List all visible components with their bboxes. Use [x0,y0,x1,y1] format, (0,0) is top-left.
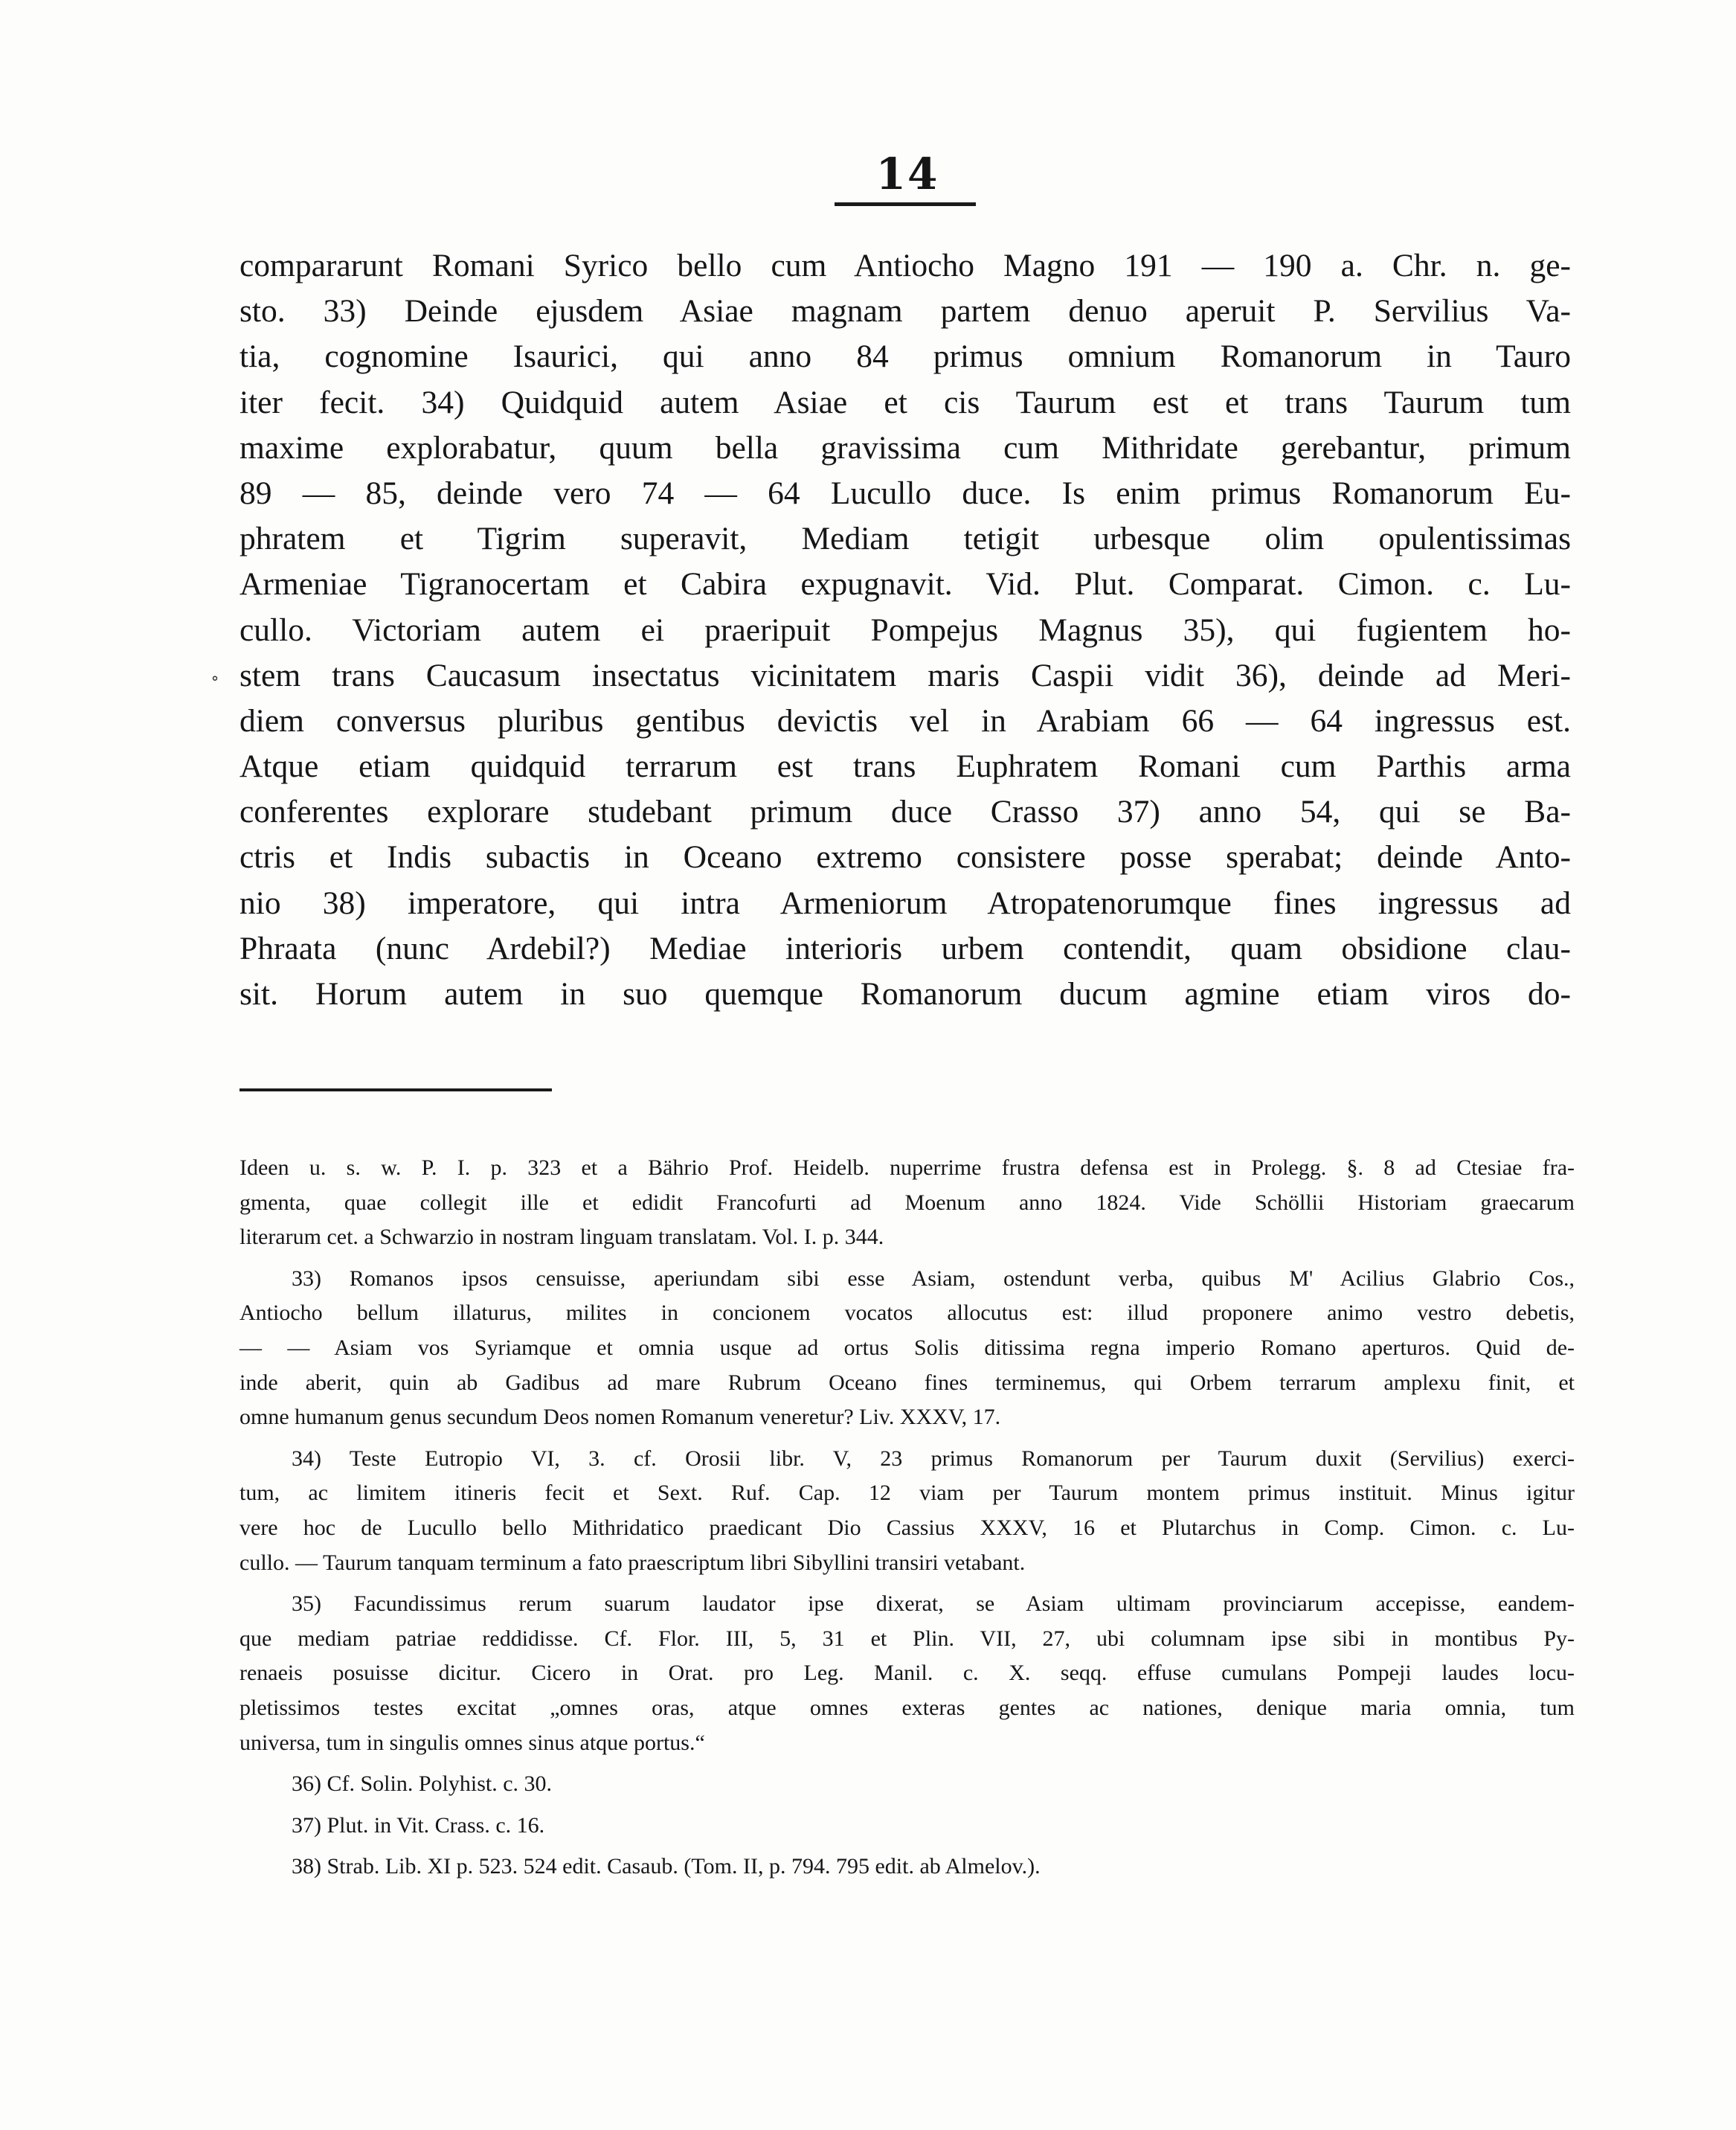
main-text-line: sit. Horum autem in suo quemque Romanorum ducum agmine etiam viros do- [239,976,1571,1012]
footnotes [239,1151,1575,1891]
footnote-line: tum, ac limitem itineris fecit et Sext. Ruf. Cap. 12 viam per Taurum montem primus instituit. Minus igitur [239,1481,1575,1506]
footnote-34 [239,1442,1575,1580]
main-text-line: stem trans Caucasum insectatus vicinitatem maris Caspii vidit 36), deinde ad Meri- [239,657,1571,693]
main-text-line: ctris et Indis subactis in Oceano extremo consistere posse sperabat; deinde Anto- [239,839,1571,876]
footnote-33 [239,1262,1575,1435]
main-text-line: Armeniae Tigranocertam et Cabira expugnavit. Vid. Plut. Comparat. Cimon. c. Lu- [239,566,1571,603]
footnote-line: inde aberit, quin ab Gadibus ad mare Rubrum Oceano fines terminemus, qui Orbem terrarum amplexu finit, et [239,1370,1575,1395]
footnote-line: vere hoc de Lucullo bello Mithridatico praedicant Dio Cassius XXXV, 16 et Plutarchus in Comp. Cimon. c. Lu- [239,1515,1575,1540]
footnote-line: Ideen u. s. w. P. I. p. 323 et a Bährio Prof. Heidelb. nuperrime frustra defensa est in Prolegg. §. 8 ad Ctesiae fra- [239,1155,1575,1180]
main-text-line: sto. 33) Deinde ejusdem Asiae magnam partem denuo aperuit P. Servilius Va- [239,293,1571,330]
main-text-line: diem conversus pluribus gentibus devictis vel in Arabiam 66 — 64 ingressus est. [239,702,1571,739]
footnote-line: universa, tum in singulis omnes sinus atque portus.“ [239,1730,705,1755]
footnote-37 [239,1809,1575,1844]
footnote-line: pletissimos testes excitat „omnes oras, atque omnes exteras gentes ac nationes, denique maria omnia, tum [239,1695,1575,1720]
footnote-36 [239,1767,1575,1802]
main-text-line: maxime explorabatur, quum bella gravissima cum Mithridate gerebantur, primum [239,429,1571,466]
main-text-line: tia, cognomine Isaurici, qui anno 84 primus omnium Romanorum in Tauro [239,339,1571,375]
page-number-rule [835,202,976,206]
footnote-line: 37) Plut. in Vit. Crass. c. 16. [292,1812,545,1838]
footnote-separator-rule [239,1088,552,1091]
footnote-line: — — Asiam vos Syriamque et omnia usque ad ortus Solis ditissima regna imperio Romano aperturos. Quid de- [239,1335,1575,1360]
main-text-line: conferentes explorare studebant primum duce Crasso 37) anno 54, qui se Ba- [239,794,1571,830]
footnote-line: 38) Strab. Lib. XI p. 523. 524 edit. Casaub. (Tom. II, p. 794. 795 edit. ab Almelov.). [292,1854,1041,1879]
footnote-continuation [239,1151,1575,1255]
footnote-line: 36) Cf. Solin. Polyhist. c. 30. [292,1771,553,1797]
main-text-line: 89 — 85, deinde vero 74 — 64 Lucullo duce. Is enim primus Romanorum Eu- [239,475,1571,511]
footnote-line: 34) Teste Eutropio VI, 3. cf. Orosii libr. V, 23 primus Romanorum per Taurum duxit (Servilius) exerci- [292,1446,1575,1471]
footnote-line: gmenta, quae collegit ille et edidit Francofurti ad Moenum anno 1824. Vide Schöllii Historiam graecarum [239,1190,1575,1215]
footnote-line: cullo. — Taurum tanquam terminum a fato praescriptum libri Sibyllini transiri vetabant. [239,1550,1026,1575]
footnote-line: literarum cet. a Schwarzio in nostram linguam translatam. Vol. I. p. 344. [239,1225,884,1250]
main-text-line: Atque etiam quidquid terrarum est trans Euphratem Romani cum Parthis arma [239,748,1571,785]
footnote-line: que mediam patriae reddidisse. Cf. Flor. III, 5, 31 et Plin. VII, 27, ubi columnam ipse sibi in montibus Py- [239,1626,1575,1651]
footnote-35 [239,1587,1575,1760]
footnote-line: renaeis posuisse dicitur. Cicero in Orat. pro Leg. Manil. c. X. seqq. effuse cumulans Pompeji laudes locu- [239,1661,1575,1686]
main-text-line: cullo. Victoriam autem ei praeripuit Pompejus Magnus 35), qui fugientem ho- [239,612,1571,648]
footnote-line: 35) Facundissimus rerum suarum laudator ipse dixerat, se Asiam ultimam provinciarum accepisse, eandem- [292,1591,1575,1617]
margin-mark: ˚ [210,676,219,696]
footnote-line: omne humanum genus secundum Deos nomen Romanum veneretur? Liv. XXXV, 17. [239,1405,1001,1430]
main-text-line: compararunt Romani Syrico bello cum Antiocho Magno 191 — 190 a. Chr. n. ge- [239,248,1571,283]
main-text-line: nio 38) imperatore, qui intra Armeniorum Atropatenorumque fines ingressus ad [239,885,1571,921]
main-text-line: iter fecit. 34) Quidquid autem Asiae et cis Taurum est et trans Taurum tum [239,384,1571,420]
main-text-line: Phraata (nunc Ardebil?) Mediae interioris urbem contendit, quam obsidione clau- [239,930,1571,966]
main-text-line: phratem et Tigrim superavit, Mediam tetigit urbesque olim opulentissimas [239,521,1571,557]
footnote-38 [239,1850,1575,1884]
main-text [239,243,1571,1017]
footnote-line: 33) Romanos ipsos censuisse, aperiundam sibi esse Asiam, ostendunt verba, quibus M' Acilius Glabrio Cos., [292,1266,1575,1291]
page-number: 14 [875,149,939,199]
footnote-line: Antiocho bellum illaturus, milites in concionem vocatos allocutus est: illud proponere animo vestro debetis, [239,1300,1575,1326]
